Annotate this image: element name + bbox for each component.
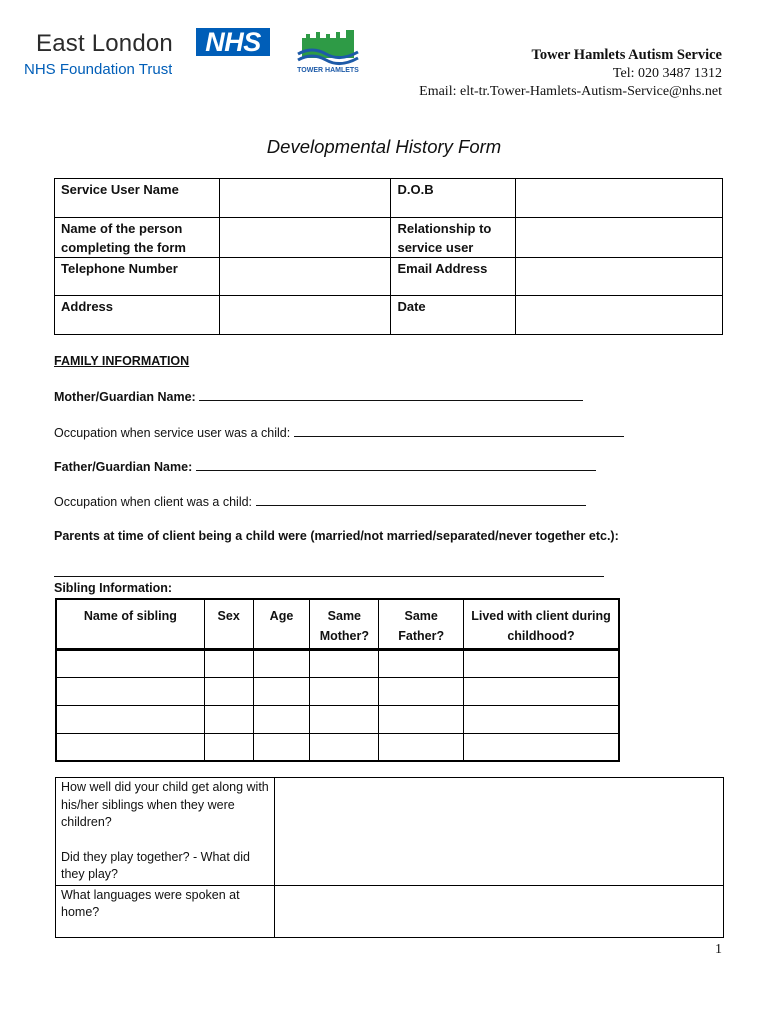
mother-occupation-row [54, 425, 624, 440]
table-cell[interactable] [464, 705, 619, 733]
column-header: Sex [204, 599, 253, 649]
service-tel: Tel: 020 3487 1312 [612, 65, 722, 81]
table-cell[interactable] [379, 649, 464, 677]
info-label: Name of the person completing the form [55, 217, 220, 257]
column-header: Same Mother? [310, 599, 379, 649]
column-header: Age [253, 599, 310, 649]
info-value-field[interactable] [219, 179, 391, 218]
sibling-table [55, 598, 620, 762]
mother-name-label: Mother/Guardian Name: [54, 390, 196, 404]
question-text: How well did your child get along with his/her siblings when they were children? [61, 780, 269, 829]
father-occupation-row [54, 494, 586, 509]
table-cell[interactable] [56, 705, 204, 733]
info-label: Date [391, 296, 516, 335]
info-label: D.O.B [391, 179, 516, 218]
table-cell[interactable] [204, 733, 253, 761]
column-header: Name of sibling [56, 599, 204, 649]
parents-status-field[interactable] [54, 565, 604, 577]
info-value-field[interactable] [516, 179, 723, 218]
table-cell[interactable] [310, 733, 379, 761]
table-cell[interactable] [204, 705, 253, 733]
info-label: Relationship to service user [391, 217, 516, 257]
mother-name-field[interactable] [199, 389, 583, 401]
table-cell[interactable] [464, 733, 619, 761]
info-label: Address [55, 296, 220, 335]
table-cell[interactable] [310, 705, 379, 733]
table-cell[interactable] [253, 733, 310, 761]
father-occupation-label: Occupation when client was a child: [54, 495, 253, 509]
service-email: Email: elt-tr.Tower-Hamlets-Autism-Service@nhs.net [419, 84, 722, 99]
table-row [55, 296, 723, 335]
question-text: What languages were spoken at home? [61, 887, 240, 919]
table-cell[interactable] [379, 733, 464, 761]
info-value-field[interactable] [516, 217, 723, 257]
table-cell[interactable] [253, 677, 310, 705]
info-value-field[interactable] [219, 257, 391, 296]
info-value-field[interactable] [516, 296, 723, 335]
table-cell[interactable] [379, 677, 464, 705]
table-row [56, 677, 619, 705]
table-row [55, 257, 723, 296]
table-row [55, 179, 723, 218]
table-row [56, 649, 619, 677]
answer-field[interactable] [275, 778, 724, 886]
question-text: Did they play together? - What did they play? [61, 849, 250, 881]
info-label: Email Address [391, 257, 516, 296]
family-section-heading: FAMILY INFORMATION [54, 354, 190, 368]
table-cell[interactable] [253, 705, 310, 733]
table-row [56, 705, 619, 733]
council-label: TOWER HAMLETS [297, 67, 359, 74]
nhs-logo: NHS [196, 28, 270, 56]
table-cell[interactable] [204, 677, 253, 705]
table-cell[interactable] [464, 649, 619, 677]
table-cell[interactable] [204, 649, 253, 677]
parents-status-label: Parents at time of client being a child were (married/not married/separated/never together etc.): [54, 529, 619, 543]
info-value-field[interactable] [219, 296, 391, 335]
contact-block [419, 46, 722, 102]
info-label: Service User Name [55, 179, 220, 218]
form-title: Developmental History Form [266, 136, 502, 157]
table-cell[interactable] [379, 705, 464, 733]
info-label: Telephone Number [55, 257, 220, 296]
question-cell [56, 778, 275, 886]
answer-field[interactable] [275, 885, 724, 937]
father-name-label: Father/Guardian Name: [54, 460, 193, 474]
table-cell[interactable] [310, 677, 379, 705]
table-row [55, 217, 723, 257]
info-value-field[interactable] [516, 257, 723, 296]
table-cell[interactable] [464, 677, 619, 705]
questions-table [55, 777, 724, 938]
trust-subtitle: NHS Foundation Trust [24, 61, 173, 77]
sibling-section-heading: Sibling Information: [54, 581, 173, 595]
trust-logo-text: East London [36, 30, 173, 57]
table-cell[interactable] [56, 649, 204, 677]
father-occupation-field[interactable] [256, 494, 586, 506]
tower-hamlets-logo-icon [296, 28, 360, 66]
table-row [56, 885, 724, 937]
mother-name-row [54, 389, 583, 404]
column-header: Lived with client during childhood? [464, 599, 619, 649]
table-row [56, 778, 724, 886]
service-user-info-table [54, 178, 723, 335]
info-value-field[interactable] [219, 217, 391, 257]
table-header-row [56, 599, 619, 649]
father-name-field[interactable] [196, 459, 596, 471]
page-number: 1 [715, 942, 722, 957]
table-cell[interactable] [56, 733, 204, 761]
table-row [56, 733, 619, 761]
table-cell[interactable] [310, 649, 379, 677]
question-cell [56, 885, 275, 937]
table-cell[interactable] [56, 677, 204, 705]
mother-occupation-field[interactable] [294, 425, 624, 437]
service-name: Tower Hamlets Autism Service [531, 47, 722, 63]
column-header: Same Father? [379, 599, 464, 649]
father-name-row [54, 459, 596, 474]
mother-occupation-label: Occupation when service user was a child: [54, 426, 291, 440]
table-cell[interactable] [253, 649, 310, 677]
